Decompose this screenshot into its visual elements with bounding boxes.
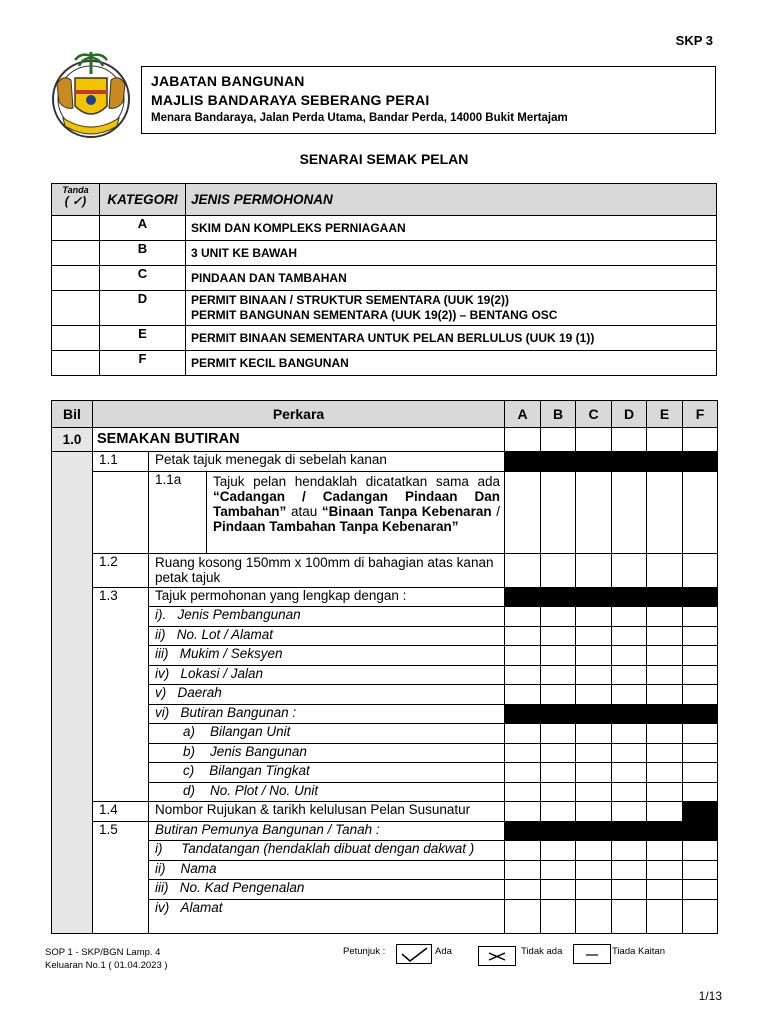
category-row: D PERMIT BINAAN / STRUKTUR SEMENTARA (UUK 19(2)) PERMIT BANGUNAN SEMENTARA (UUK 19(2)) – BENTANG OSC xyxy=(52,291,717,326)
table-row: v) Daerah xyxy=(52,685,718,705)
council-name: MAJLIS BANDARAYA SEBERANG PERAI xyxy=(151,92,430,108)
check-icon xyxy=(397,945,431,963)
table-row: 1.1a Tajuk pelan hendaklah dicatatkan sama ada “Cadangan / Cadangan Pindaan Dan Tambahan” atau “Binaan Tanpa Kebenaran / Pindaan Tambahan Tanpa Kebenaran” xyxy=(52,471,718,553)
table-row: c) Bilangan Tingkat xyxy=(52,763,718,783)
table-row: 1.5 Butiran Pemunya Bangunan / Tanah : xyxy=(52,821,718,841)
tanda-cell[interactable] xyxy=(52,216,100,241)
category-row: C PINDAAN DAN TAMBAHAN xyxy=(52,266,717,291)
tanda-cell[interactable] xyxy=(52,291,100,326)
checklist-header-row: Bil Perkara A B C D E F xyxy=(52,401,718,428)
page-number: 1/13 xyxy=(698,989,722,1003)
table-row: 1.4 Nombor Rujukan & tarikh kelulusan Pelan Susunatur xyxy=(52,802,718,822)
legend-tiada-kaitan: Tiada Kaitan xyxy=(612,946,665,957)
issue-number: Keluaran No.1 ( 01.04.2023 ) xyxy=(45,960,168,971)
legend-tidak-ada: Tidak ada xyxy=(521,946,563,957)
dash-icon xyxy=(574,945,610,963)
department-name: JABATAN BANGUNAN xyxy=(151,73,305,89)
tanda-cell[interactable] xyxy=(52,241,100,266)
table-row: 1.1 Petak tajuk menegak di sebelah kanan xyxy=(52,452,718,472)
table-row: iii) Mukim / Seksyen xyxy=(52,646,718,666)
table-row: ii) No. Lot / Alamat xyxy=(52,626,718,646)
tanda-cell[interactable] xyxy=(52,266,100,291)
table-row: i). Jenis Pembangunan xyxy=(52,607,718,627)
category-row: F PERMIT KECIL BANGUNAN xyxy=(52,351,717,376)
council-crest-logo xyxy=(45,44,138,142)
category-header-row xyxy=(52,184,717,216)
document-code: SKP 3 xyxy=(675,33,713,48)
bil-header: Bil xyxy=(52,401,93,428)
checklist-table xyxy=(51,400,718,934)
table-row: b) Jenis Bangunan xyxy=(52,743,718,763)
footer-info xyxy=(45,946,168,972)
legend-ada: Ada xyxy=(435,946,452,957)
sop-reference: SOP 1 - SKP/BGN Lamp. 4 xyxy=(45,947,161,958)
category-row: E PERMIT BINAAN SEMENTARA UNTUK PELAN BERLULUS (UUK 19 (1)) xyxy=(52,326,717,351)
table-row: iii) No. Kad Pengenalan xyxy=(52,880,718,900)
page-title: SENARAI SEMAK PELAN xyxy=(299,151,469,167)
council-address: Menara Bandaraya, Jalan Perda Utama, Bandar Perda, 14000 Bukit Mertajam xyxy=(151,112,568,124)
category-row: A SKIM DAN KOMPLEKS PERNIAGAAN xyxy=(52,216,717,241)
tanda-cell[interactable] xyxy=(52,351,100,376)
cross-icon xyxy=(479,947,515,965)
table-row: 1.3 Tajuk permohonan yang lengkap dengan : xyxy=(52,587,718,607)
legend-label: Petunjuk : xyxy=(343,946,386,957)
agency-header xyxy=(141,66,716,134)
category-table xyxy=(51,183,717,376)
table-row: ii) Nama xyxy=(52,860,718,880)
table-row: d) No. Plot / No. Unit xyxy=(52,782,718,802)
table-row: iv) Alamat xyxy=(52,899,718,933)
legend-dash-box xyxy=(573,944,611,964)
table-row: i) Tandatangan (hendaklah dibuat dengan dakwat ) xyxy=(52,841,718,861)
table-row: iv) Lokasi / Jalan xyxy=(52,665,718,685)
tanda-header: Tanda ( ✓) xyxy=(52,184,100,216)
table-row: vi) Butiran Bangunan : xyxy=(52,704,718,724)
legend-cross-box xyxy=(478,946,516,966)
category-row: B 3 UNIT KE BAWAH xyxy=(52,241,717,266)
section-row: 1.0 SEMAKAN BUTIRAN xyxy=(52,428,718,452)
kategori-header: KATEGORI xyxy=(100,184,186,216)
table-row: 1.2 Ruang kosong 150mm x 100mm di bahagian atas kanan petak tajuk xyxy=(52,553,718,587)
jenis-header: JENIS PERMOHONAN xyxy=(186,184,717,216)
table-row: a) Bilangan Unit xyxy=(52,724,718,744)
legend-check-box xyxy=(396,944,432,964)
perkara-header: Perkara xyxy=(93,401,505,428)
tanda-cell[interactable] xyxy=(52,326,100,351)
section-title: SEMAKAN BUTIRAN xyxy=(93,428,505,452)
